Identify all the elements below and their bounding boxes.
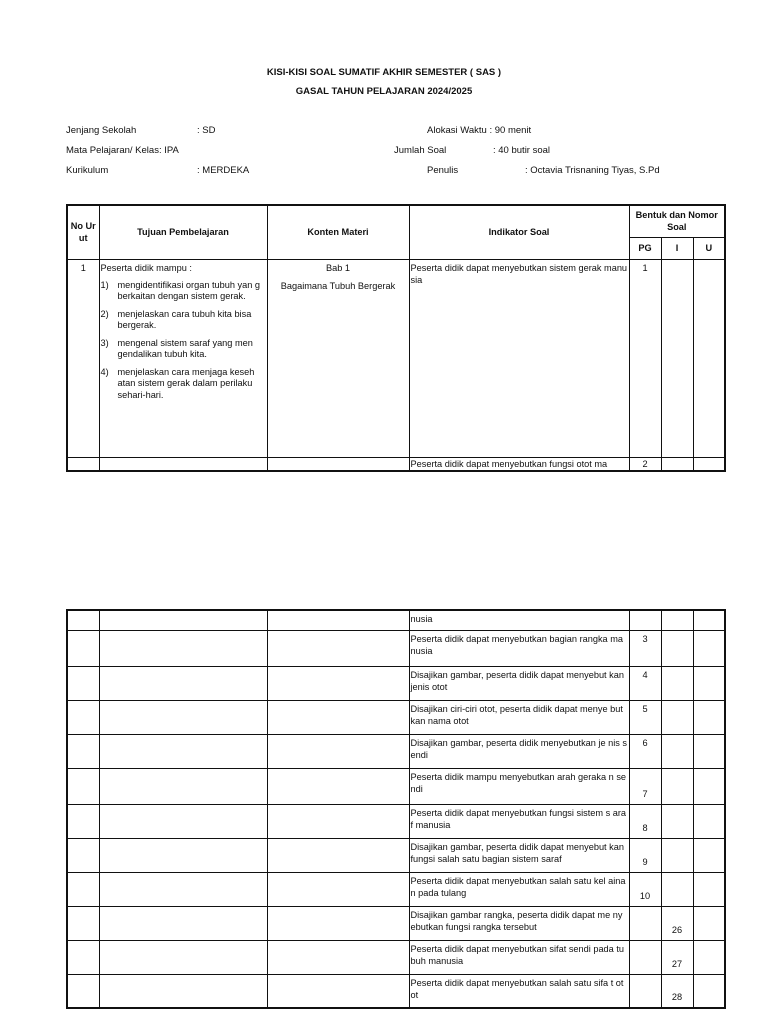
indikator-cell: Peserta didik dapat menyebutkan salah satu kel ainan pada tulang (409, 872, 629, 906)
indikator-cell: Disajikan gambar, peserta didik menyebutkan je nis sendi (409, 734, 629, 768)
konten-cell (267, 906, 409, 940)
header-bentuk-nomor: Bentuk dan Nomor Soal (629, 205, 725, 237)
pg-number: 4 (629, 666, 661, 700)
kurikulum-value: : MERDEKA (197, 165, 250, 176)
indikator-cell: Disajikan gambar, peserta didik dapat menyebut kan jenis otot (409, 666, 629, 700)
list-item: 3) mengenal sistem saraf yang men gendalikan tubuh kita. (100, 337, 253, 359)
jumlah-soal-value: : 40 butir soal (493, 145, 551, 156)
table-row (67, 768, 725, 804)
table-row (67, 974, 725, 1008)
i-number (661, 700, 693, 734)
konten-cell (267, 630, 409, 666)
pg-number: 1 (629, 259, 661, 457)
i-number (661, 768, 693, 804)
konten-cell (267, 768, 409, 804)
document-title: KISI-KISI SOAL SUMATIF AKHIR SEMESTER ( SAS ) (266, 67, 502, 78)
objectives-intro: Peserta didik mampu : (100, 262, 192, 273)
table-row (67, 700, 725, 734)
table-row (67, 804, 725, 838)
u-cell (693, 974, 725, 1008)
no-cell (67, 700, 99, 734)
tujuan-cell (99, 974, 267, 1008)
header-no-urut: No Ur ut (67, 205, 99, 259)
kisi-kisi-table-continued (66, 609, 726, 1009)
kisi-kisi-table (66, 204, 726, 472)
konten-cell (267, 804, 409, 838)
tujuan-cell (99, 940, 267, 974)
header-i: I (661, 237, 693, 259)
table-row (67, 734, 725, 768)
table-row (67, 630, 725, 666)
pg-number (629, 610, 661, 630)
tujuan-cell (99, 872, 267, 906)
i-number (661, 804, 693, 838)
no-cell (67, 872, 99, 906)
i-number (661, 872, 693, 906)
pg-number (629, 940, 661, 974)
mapel-label: Mata Pelajaran/ Kelas: IPA (66, 145, 179, 156)
tujuan-cell (99, 700, 267, 734)
u-cell (693, 768, 725, 804)
i-number: 28 (661, 974, 693, 1008)
bab-title: Bagaimana Tubuh Bergerak (280, 280, 396, 291)
table-row (67, 940, 725, 974)
konten-cell (267, 666, 409, 700)
indikator-cell: Peserta didik dapat menyebutkan sifat sendi pada tubuh manusia (409, 940, 629, 974)
i-number (661, 734, 693, 768)
pg-number: 7 (629, 768, 661, 804)
table-row (67, 872, 725, 906)
indikator-cell: Peserta didik dapat menyebutkan salah satu sifa t otot (409, 974, 629, 1008)
no-cell (67, 610, 99, 630)
no-cell (67, 630, 99, 666)
header-konten: Konten Materi (267, 205, 409, 259)
no-cell (67, 974, 99, 1008)
pg-number: 6 (629, 734, 661, 768)
header-indikator: Indikator Soal (409, 205, 629, 259)
konten-cell (267, 610, 409, 630)
u-cell (693, 906, 725, 940)
u-cell (693, 630, 725, 666)
jumlah-soal-label: Jumlah Soal (394, 145, 447, 156)
u-cell (693, 838, 725, 872)
tujuan-cell (99, 838, 267, 872)
konten-cell (267, 838, 409, 872)
objectives-cell (99, 259, 267, 457)
list-item: 2) menjelaskan cara tubuh kita bisa bergerak. (100, 308, 252, 330)
tujuan-cell (99, 666, 267, 700)
i-number (661, 666, 693, 700)
table-row (67, 906, 725, 940)
list-item: 4) menjelaskan cara menjaga keseh atan sistem gerak dalam perilaku sehari-hari. (100, 366, 255, 400)
penulis-label: Penulis (427, 165, 459, 176)
penulis-value: : Octavia Trisnaning Tiyas, S.Pd (525, 165, 660, 176)
no-cell (67, 838, 99, 872)
document-subtitle: GASAL TAHUN PELAJARAN 2024/2025 (295, 86, 473, 97)
indikator-cell: Peserta didik dapat menyebutkan fungsi otot ma (409, 457, 629, 471)
objectives-list (101, 280, 267, 402)
header-pg: PG (629, 237, 661, 259)
pg-number: 3 (629, 630, 661, 666)
i-number (661, 630, 693, 666)
indikator-cell: Peserta didik dapat menyebutkan sistem gerak manusia (409, 259, 629, 457)
no-cell (67, 940, 99, 974)
indikator-cell: Disajikan ciri-ciri otot, peserta didik dapat menye butkan nama otot (409, 700, 629, 734)
tujuan-cell (99, 630, 267, 666)
content-cell (267, 259, 409, 457)
tujuan-cell (99, 734, 267, 768)
pg-number (629, 906, 661, 940)
indikator-cell: Peserta didik dapat menyebutkan fungsi sistem s araf manusia (409, 804, 629, 838)
table-row (67, 838, 725, 872)
indikator-cell: Disajikan gambar rangka, peserta didik dapat me nyebutkan fungsi rangka tersebut (409, 906, 629, 940)
i-number: 27 (661, 940, 693, 974)
u-cell (693, 804, 725, 838)
pg-number: 5 (629, 700, 661, 734)
u-cell (693, 610, 725, 630)
konten-cell (267, 700, 409, 734)
jenjang-label: Jenjang Sekolah (66, 125, 137, 136)
indikator-cell: nusia (409, 610, 629, 630)
i-number (661, 838, 693, 872)
konten-cell (267, 940, 409, 974)
no-cell (67, 804, 99, 838)
pg-number: 8 (629, 804, 661, 838)
pg-number: 2 (629, 457, 661, 471)
no-cell (67, 906, 99, 940)
tujuan-cell (99, 610, 267, 630)
pg-number: 10 (629, 872, 661, 906)
tujuan-cell (99, 906, 267, 940)
no-cell (67, 666, 99, 700)
no-cell (67, 734, 99, 768)
u-cell (693, 940, 725, 974)
header-tujuan: Tujuan Pembelajaran (99, 205, 267, 259)
u-cell (693, 734, 725, 768)
tujuan-cell (99, 768, 267, 804)
konten-cell (267, 974, 409, 1008)
no-cell (67, 768, 99, 804)
indikator-cell: Peserta didik mampu menyebutkan arah geraka n sendi (409, 768, 629, 804)
i-number: 26 (661, 906, 693, 940)
bab-number: Bab 1 (325, 262, 350, 273)
konten-cell (267, 734, 409, 768)
u-cell (693, 872, 725, 906)
alokasi-waktu: Alokasi Waktu : 90 menit (427, 125, 532, 136)
pg-number (629, 974, 661, 1008)
indikator-cell: Disajikan gambar, peserta didik dapat menyebut kan fungsi salah satu bagian sistem saraf (409, 838, 629, 872)
u-cell (693, 259, 725, 457)
i-cell (661, 259, 693, 457)
table-row (67, 457, 725, 471)
row-number: 1 (67, 259, 99, 457)
indikator-cell: Peserta didik dapat menyebutkan bagian rangka manusia (409, 630, 629, 666)
header-u: U (693, 237, 725, 259)
table-row (67, 666, 725, 700)
konten-cell (267, 872, 409, 906)
u-cell (693, 666, 725, 700)
jenjang-value: : SD (197, 125, 216, 136)
kurikulum-label: Kurikulum (66, 165, 109, 176)
i-number (661, 610, 693, 630)
u-cell (693, 700, 725, 734)
pg-number: 9 (629, 838, 661, 872)
table-row (67, 610, 725, 630)
list-item: 1) mengidentifikasi organ tubuh yan g berkaitan dengan sistem gerak. (100, 279, 261, 301)
table-row (67, 259, 725, 457)
tujuan-cell (99, 804, 267, 838)
